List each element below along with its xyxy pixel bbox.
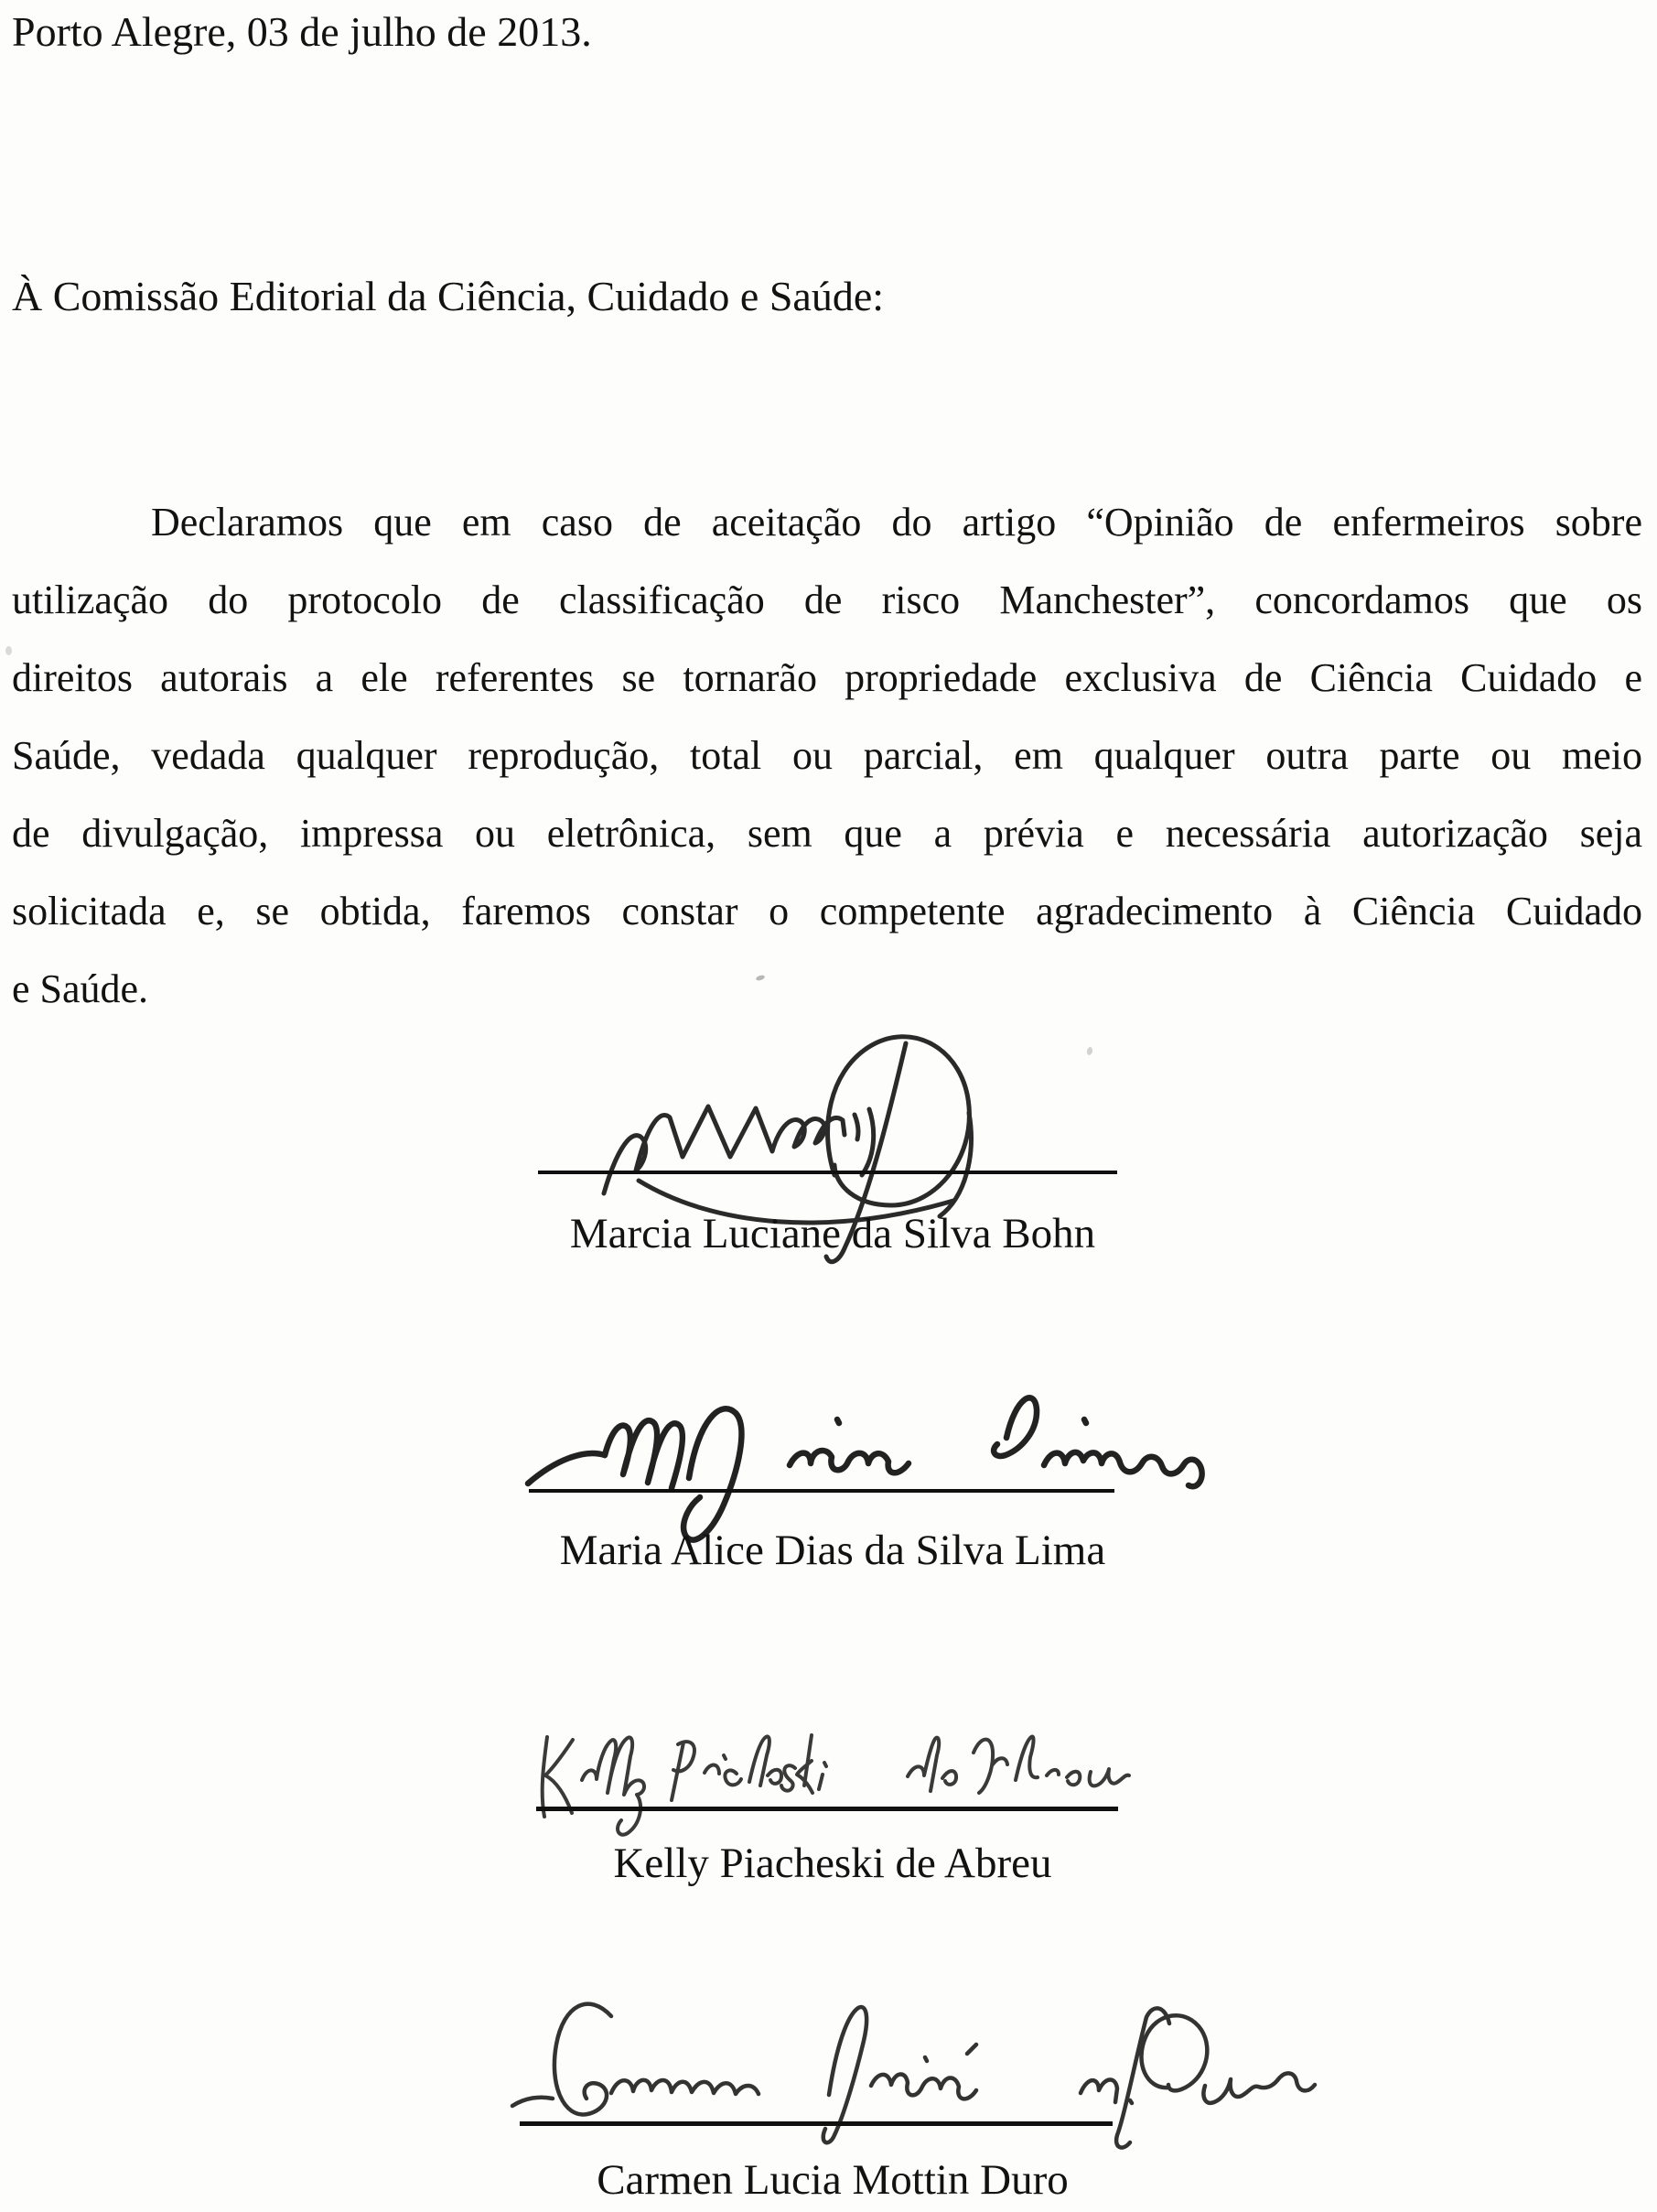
signature-line <box>520 2121 1113 2126</box>
body-line: de divulgação, impressa ou eletrônica, sem que a prévia e necessária autorização seja <box>12 811 1642 856</box>
handwritten-signature-kelly-abreu <box>512 1728 1135 1856</box>
body-line: direitos autorais a ele referentes se tornarão propriedade exclusiva de Ciência Cuidado e <box>12 655 1642 700</box>
signatory-name: Kelly Piacheski de Abreu <box>613 1840 1052 1887</box>
signatory-name: Carmen Lucia Mottin Duro <box>597 2156 1069 2204</box>
salutation-line: À Comissão Editorial da Ciência, Cuidado e Saúde: <box>12 273 885 319</box>
body-line: e Saúde. <box>12 966 149 1011</box>
signature-line <box>529 1489 1114 1493</box>
body-line: Saúde, vedada qualquer reprodução, total ou parcial, em qualquer outra parte ou meio <box>12 733 1642 778</box>
scan-speck <box>1086 1046 1093 1055</box>
signatory-name: Maria Alice Dias da Silva Lima <box>559 1527 1106 1574</box>
letter-body <box>12 483 1642 1028</box>
signature-line <box>536 1807 1118 1811</box>
date-line: Porto Alegre, 03 de julho de 2013. <box>12 8 592 55</box>
body-line: Declaramos que em caso de aceitação do artigo “Opinião de enfermeiros sobre <box>151 500 1642 545</box>
handwritten-signature-carmen-duro <box>494 1977 1318 2160</box>
signatory-name: Marcia Luciane da Silva Bohn <box>569 1210 1096 1257</box>
body-line: solicitada e, se obtida, faremos constar o competente agradecimento à Ciência Cuidado <box>12 889 1642 933</box>
scan-speck <box>5 646 12 655</box>
signature-line <box>538 1171 1117 1174</box>
body-line: utilização do protocolo de classificação de risco Manchester”, concordamos que os <box>12 577 1642 622</box>
